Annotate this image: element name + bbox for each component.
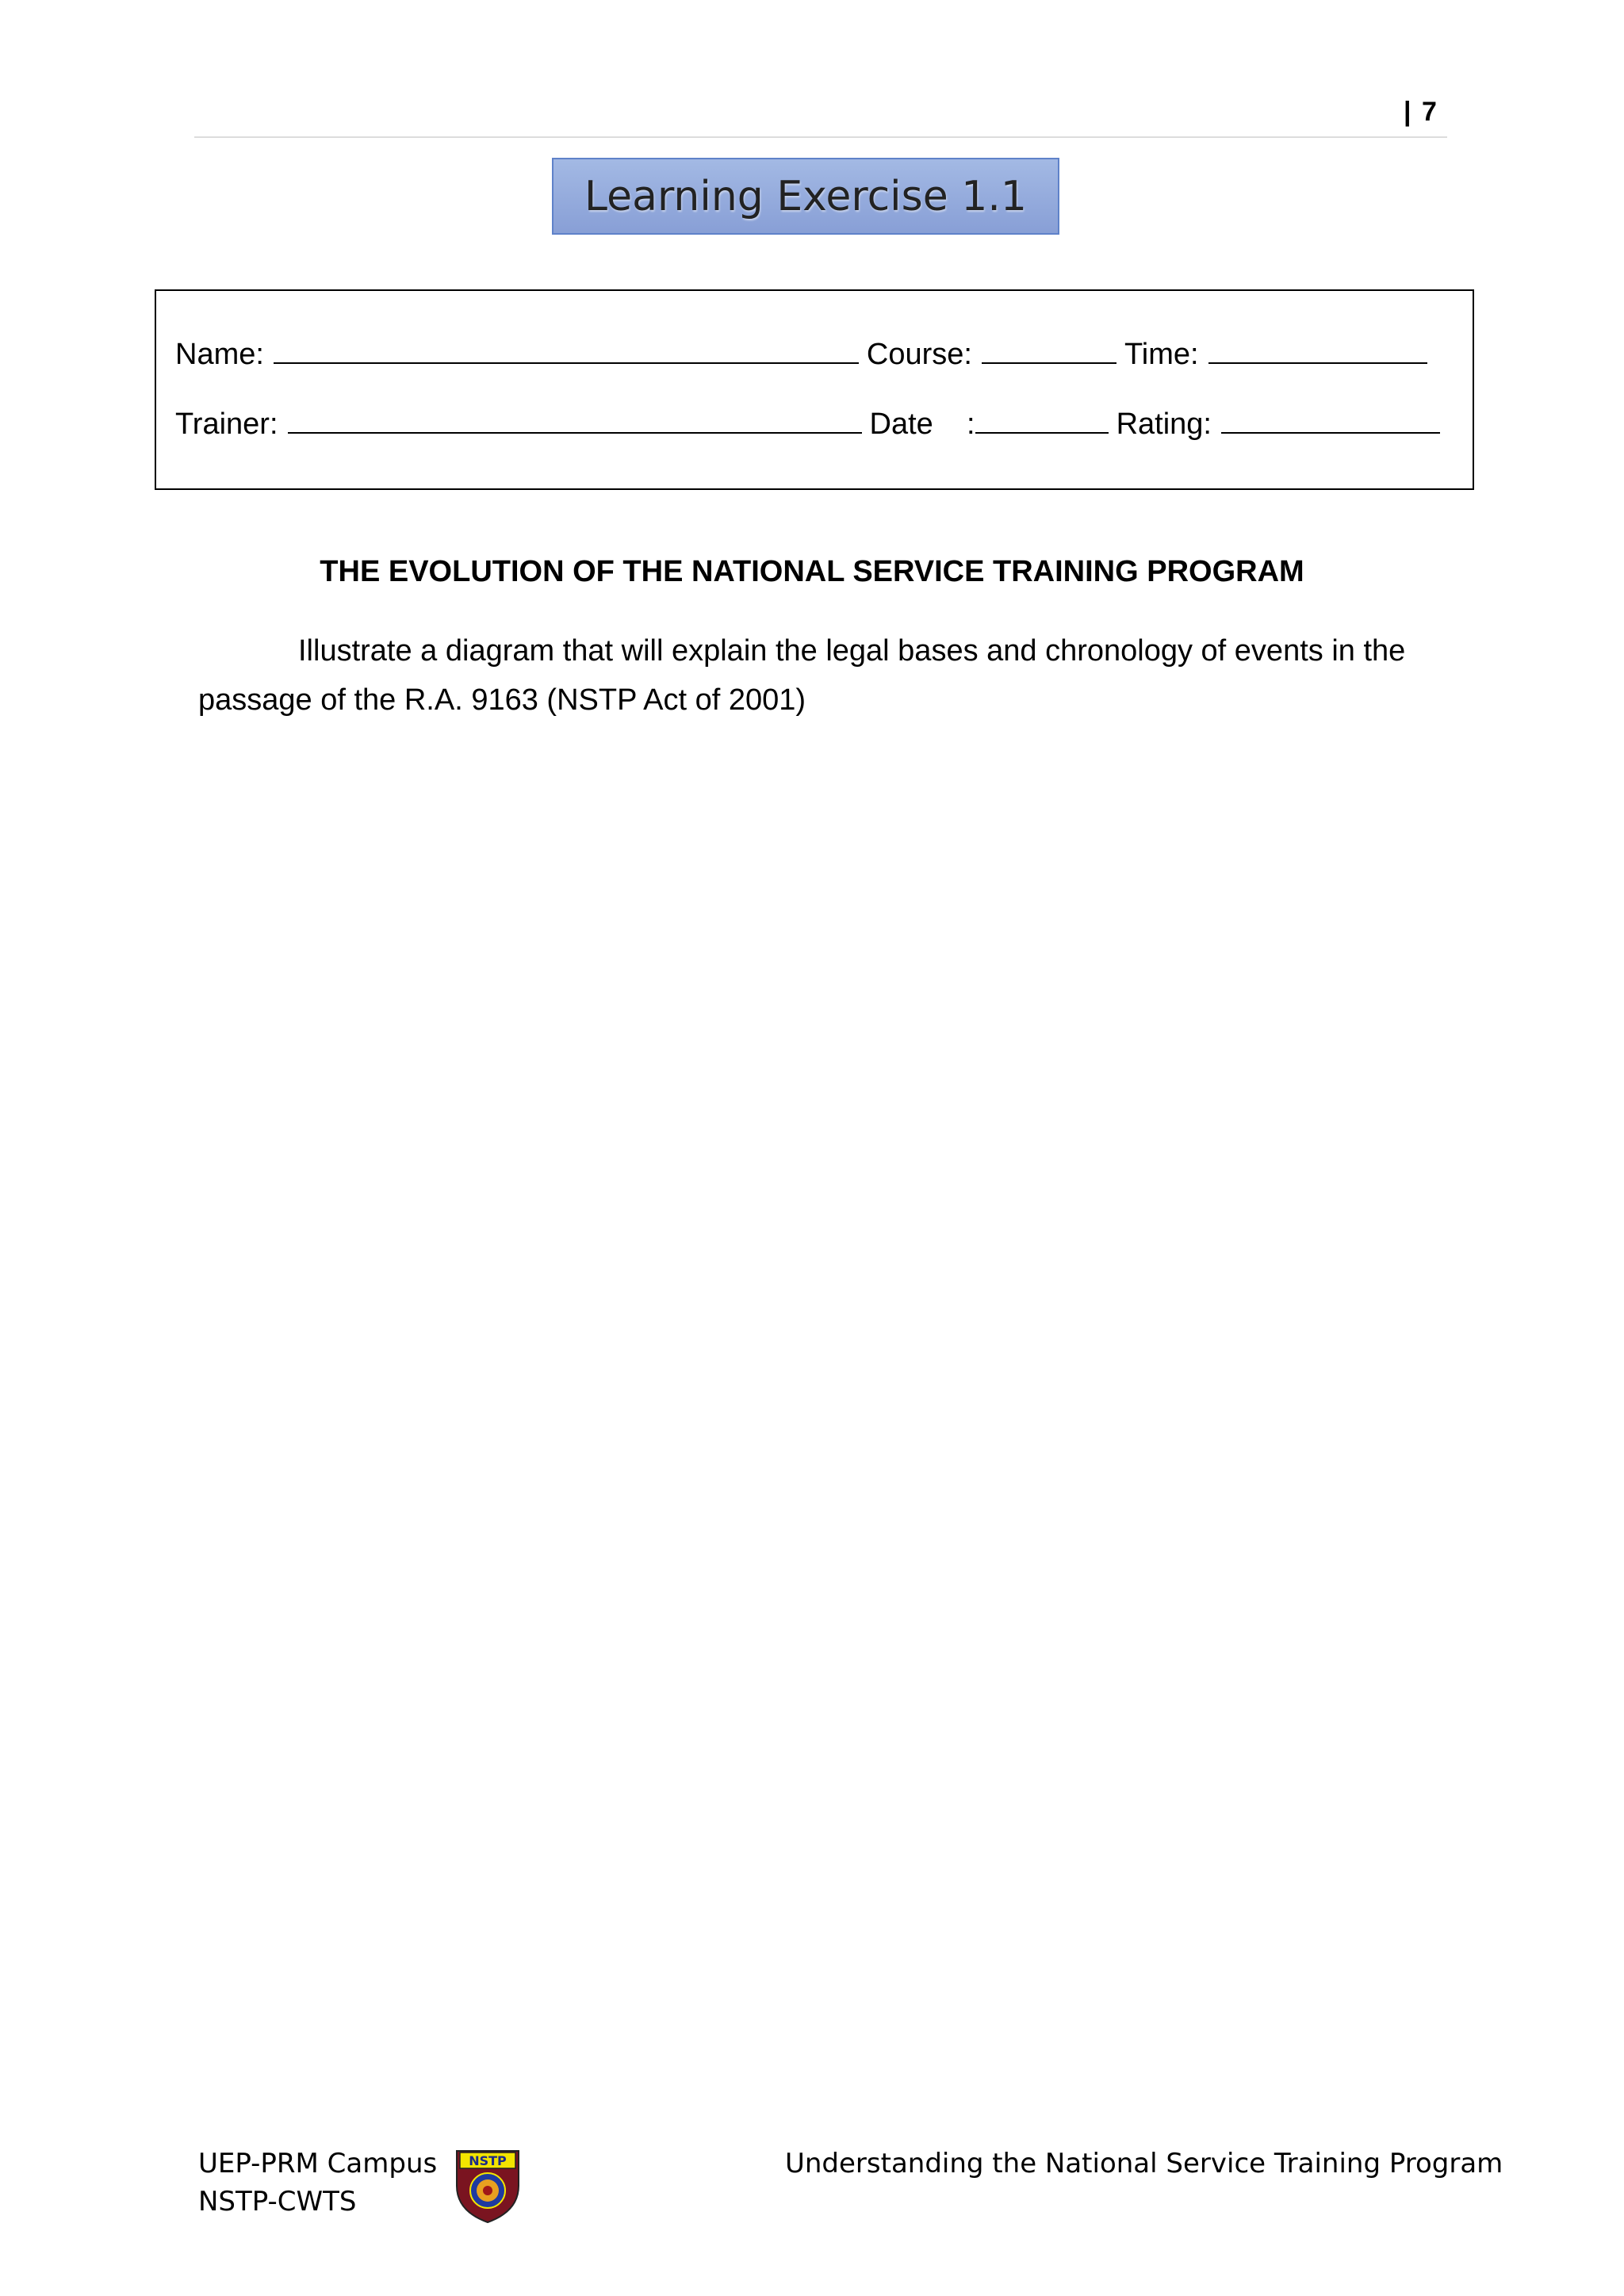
- form-row-name: [175, 335, 1435, 372]
- form-row-trainer: [175, 405, 1448, 442]
- page-number: | 7: [1404, 97, 1438, 127]
- footer-campus-info: [198, 2145, 437, 2221]
- trainer-label: Trainer:: [175, 408, 278, 441]
- logo-text: NSTP: [469, 2153, 507, 2168]
- rating-label: Rating:: [1116, 408, 1212, 441]
- instructions-paragraph: Illustrate a diagram that will explain the legal bases and chronology of events in the passage of the R.A. 9163 (NSTP Act of 2001): [198, 634, 1406, 717]
- course-label: Course:: [866, 338, 972, 371]
- rating-field[interactable]: [1221, 405, 1440, 434]
- time-label: Time:: [1124, 338, 1199, 371]
- nstp-shield-logo-icon: [452, 2145, 523, 2224]
- course-field[interactable]: [982, 335, 1116, 364]
- student-info-form: [155, 289, 1474, 490]
- date-field[interactable]: [975, 405, 1109, 434]
- date-label: Date :: [869, 408, 975, 441]
- time-field[interactable]: [1208, 335, 1427, 364]
- footer-campus: UEP-PRM Campus: [198, 2148, 438, 2179]
- trainer-field[interactable]: [288, 405, 862, 434]
- exercise-title: Learning Exercise 1.1: [584, 172, 1027, 220]
- name-label: Name:: [175, 338, 264, 371]
- section-title: THE EVOLUTION OF THE NATIONAL SERVICE TRAINING PROGRAM: [320, 555, 1304, 588]
- exercise-title-box: [552, 158, 1059, 235]
- header-divider: [194, 136, 1447, 138]
- footer-program: NSTP-CWTS: [198, 2186, 357, 2218]
- footer-course-title: Understanding the National Service Training Program: [785, 2148, 1503, 2179]
- name-field[interactable]: [274, 335, 859, 364]
